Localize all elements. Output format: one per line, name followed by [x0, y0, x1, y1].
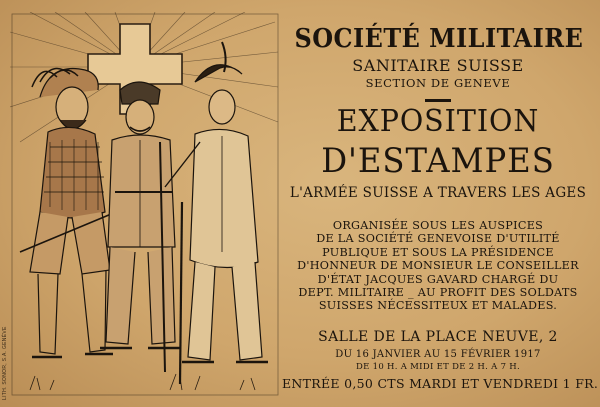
paragraph-line: D'HONNEUR DE MONSIEUR LE CONSEILLER	[297, 259, 579, 273]
venue: SALLE DE LA PLACE NEUVE, 2	[318, 329, 558, 345]
tagline: L'ARMÉE SUISSE A TRAVERS LES AGES	[289, 185, 587, 201]
headline-estampes: D'ESTAMPES	[321, 141, 555, 181]
admission-price: ENTRÉE 0,50 CTS MARDI ET VENDREDI 1 FR.	[282, 376, 599, 391]
poster-subtitle: SANITAIRE SUISSE	[352, 56, 524, 75]
illustration-three-soldiers	[10, 12, 280, 397]
paragraph-line: DE LA SOCIÉTÉ GENEVOISE D'UTILITÉ	[316, 232, 560, 246]
paragraph-line: SUISSES NÉCESSITEUX ET MALADES.	[318, 299, 558, 313]
dates: DU 16 JANVIER AU 15 FÉVRIER 1917	[335, 349, 541, 360]
paragraph-line: D'ÉTAT JACQUES GAVARD CHARGÉ DU	[317, 272, 559, 286]
headline-exposition: EXPOSITION	[336, 104, 540, 139]
grass	[30, 374, 255, 390]
organizer-paragraph	[282, 219, 594, 313]
soldier-eighteenth-century	[165, 42, 268, 384]
soldier-modern	[100, 82, 180, 372]
divider-dash	[425, 99, 451, 102]
paragraph-line: DEPT. MILITAIRE _ AU PROFIT DES SOLDATS	[298, 285, 578, 299]
printer-imprint: LITH. SONOR, S.A. GENÈVE	[2, 326, 8, 400]
poster-title: SOCIÉTÉ MILITAIRE	[294, 24, 584, 54]
opening-hours: DE 10 H. A MIDI ET DE 2 H. A 7 H.	[355, 362, 521, 372]
poster-section: SECTION DE GENEVE	[365, 76, 511, 90]
soldiers-drawing	[10, 12, 280, 397]
poster-text	[282, 0, 599, 407]
paragraph-line: PUBLIQUE ET SOUS LA PRÉSIDENCE	[322, 245, 554, 259]
paragraph-line: ORGANISÉE SOUS LES AUSPICES	[332, 219, 544, 232]
